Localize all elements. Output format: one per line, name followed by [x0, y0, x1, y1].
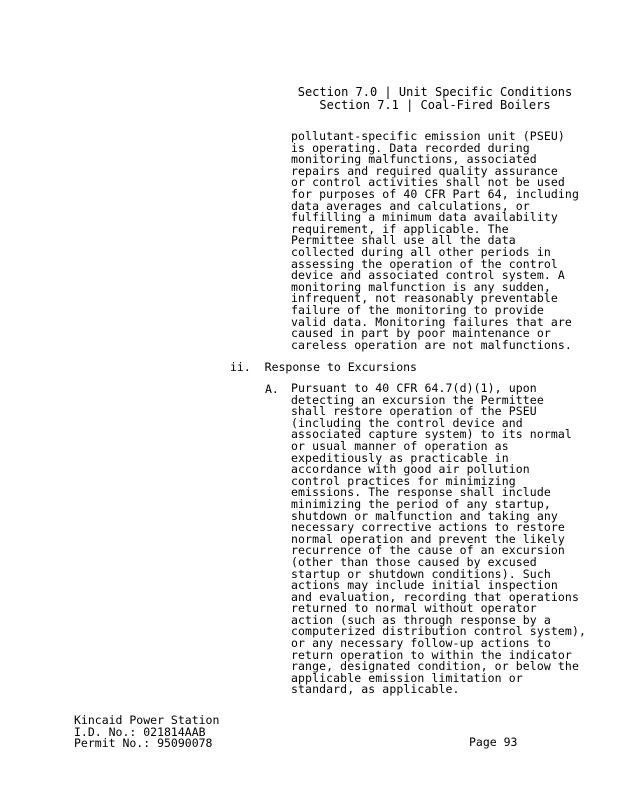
- subsection-title: Section 7.1 | Coal-Fired Boilers: [319, 98, 551, 112]
- text-line: Pursuant to 40 CFR 64.7(d)(1), upon: [291, 381, 537, 395]
- text-line: or control activities shall not be used: [291, 175, 565, 190]
- text-line: return operation to within the indicator: [291, 647, 572, 662]
- footer-station: Kincaid Power Station: [74, 713, 220, 727]
- text-line: assessing the operation of the control: [291, 256, 558, 271]
- text-line: action (such as through response by a: [291, 612, 551, 627]
- text-line: device and associated control system. A: [291, 268, 565, 283]
- text-line: or any necessary follow-up actions to: [291, 636, 551, 651]
- footer-info: [74, 715, 219, 750]
- text-line: minimizing the period of any startup,: [291, 496, 551, 511]
- text-line: valid data. Monitoring failures that are: [291, 314, 572, 329]
- text-line: for purposes of 40 CFR Part 64, including: [291, 186, 579, 201]
- monitoring-paragraph: [291, 131, 579, 351]
- text-line: requirement, if applicable. The: [291, 221, 509, 236]
- text-line: fulfilling a minimum data availability: [291, 210, 558, 225]
- text-line: range, designated condition, or below the: [291, 659, 579, 674]
- text-line: startup or shutdown conditions). Such: [291, 566, 551, 581]
- text-line: monitoring malfunction is any sudden,: [291, 279, 551, 294]
- subsection-heading: [230, 361, 417, 373]
- text-line: monitoring malfunctions, associated: [291, 152, 537, 167]
- text-line: shutdown or malfunction and taking any: [291, 508, 558, 523]
- text-line: computerized distribution control system),: [291, 624, 586, 639]
- item-a-label: A.: [265, 382, 279, 396]
- text-line: necessary corrective actions to restore: [291, 520, 565, 535]
- text-line: standard, as applicable.: [291, 682, 460, 697]
- item-a-paragraph: [291, 383, 586, 696]
- subsection-heading-title: Response to Excursions: [264, 360, 417, 374]
- text-line: (including the control device and: [291, 415, 523, 430]
- text-line: and evaluation, recording that operations: [291, 589, 579, 604]
- text-line: actions may include initial inspection: [291, 578, 558, 593]
- text-line: shall restore operation of the PSEU: [291, 404, 537, 419]
- section-title: Section 7.0 | Unit Specific Conditions: [297, 85, 573, 99]
- text-line: returned to normal without operator: [291, 601, 537, 616]
- section-header: [290, 86, 580, 112]
- text-line: applicable emission limitation or: [291, 670, 523, 685]
- text-line: repairs and required quality assurance: [291, 163, 558, 178]
- text-line: expeditiously as practicable in: [291, 450, 509, 465]
- text-line: detecting an excursion the Permittee: [291, 392, 544, 407]
- page-number: Page 93: [469, 735, 518, 749]
- subsection-number: ii.: [230, 360, 251, 374]
- text-line: data averages and calculations, or: [291, 198, 530, 213]
- text-line: caused in part by poor maintenance or: [291, 326, 551, 341]
- text-line: careless operation are not malfunctions.: [291, 337, 572, 352]
- text-line: associated capture system) to its normal: [291, 427, 572, 442]
- text-line: Permittee shall use all the data: [291, 233, 516, 248]
- text-line: infrequent, not reasonably preventable: [291, 291, 558, 306]
- text-line: accordance with good air pollution: [291, 462, 530, 477]
- text-line: (other than those caused by excused: [291, 554, 537, 569]
- text-line: normal operation and prevent the likely: [291, 531, 565, 546]
- text-line: recurrence of the cause of an excursion: [291, 543, 565, 558]
- text-line: pollutant-specific emission unit (PSEU): [291, 129, 565, 143]
- text-line: is operating. Data recorded during: [291, 140, 530, 155]
- text-line: or usual manner of operation as: [291, 438, 509, 453]
- footer-permit-no: Permit No.: 95090078: [74, 736, 213, 751]
- text-line: failure of the monitoring to provide: [291, 302, 544, 317]
- text-line: collected during all other periods in: [291, 244, 551, 259]
- footer-id-no: I.D. No.: 021814AAB: [74, 724, 206, 739]
- text-line: control practices for minimizing: [291, 473, 516, 488]
- text-line: emissions. The response shall include: [291, 485, 551, 500]
